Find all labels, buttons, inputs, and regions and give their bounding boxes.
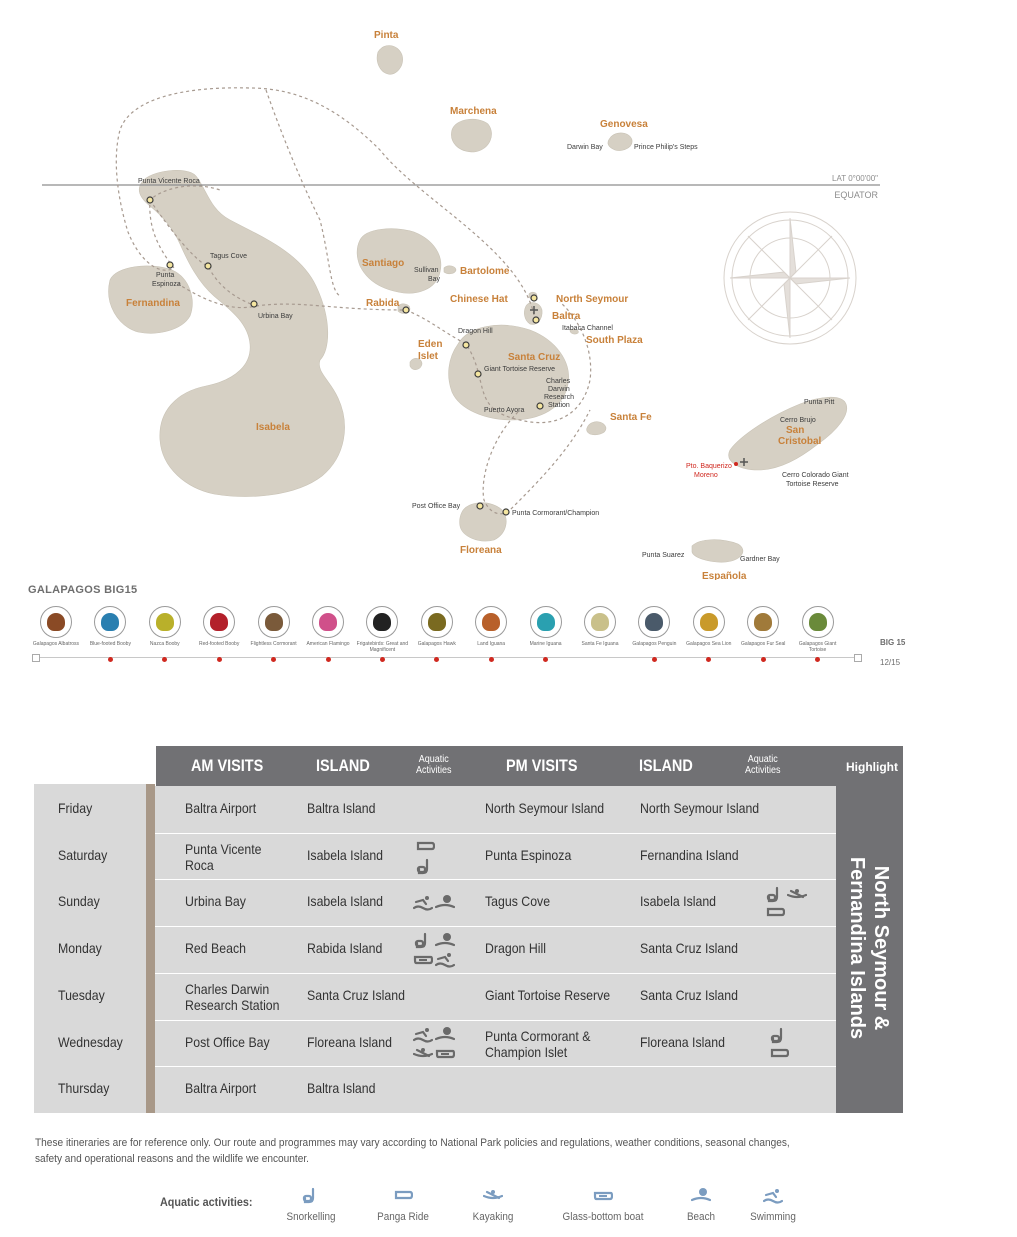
highlight-line-2: Fernandina Islands [846,856,868,1040]
label-pto-baquerizo-2: Moreno [694,472,718,479]
site-marker [147,197,153,203]
label-floreana: Floreana [460,545,502,556]
sighting-dot [326,657,331,662]
day-label: Thursday [58,1080,110,1097]
aquatic-activity [413,1044,433,1067]
label-post-office: Post Office Bay [412,503,461,510]
table-cell: Giant Tortoise Reserve [485,986,611,1003]
label-cdrs-4: Station [548,402,570,409]
sighting-dot [108,657,113,662]
glass-icon [435,1044,455,1062]
equator-label: EQUATOR [834,190,878,200]
legend-icon [266,1186,356,1209]
day-label: Tuesday [58,986,105,1003]
highlight-line-1: North Seymour & [870,865,892,1031]
header-island-pm: ISLAND [639,756,693,775]
table-cell: Dragon Hill [485,940,546,957]
label-darwin-bay: Darwin Bay [567,144,603,151]
table-cell: Baltra Island [307,800,376,816]
aquatic-activity [413,893,433,916]
big15-label: BIG 15 [880,638,906,647]
aquatic-legend-title: Aquatic activities: [160,1195,253,1209]
animal-silhouette-icon [591,613,609,631]
legend-label: Beach [686,1211,716,1223]
sighting-dot [434,657,439,662]
animal-name: Galapagos Giant Tortoise [798,641,837,653]
label-cdrs-3: Research [544,394,574,401]
compass-rose-icon [724,212,856,344]
kayak-icon [413,1044,433,1062]
table-cell: Isabela Island [307,846,384,863]
snorkel-icon [765,885,785,903]
legend-icon [358,1186,448,1209]
header-aquatic-pm-2: Activities [744,765,781,776]
sighting-dot [761,657,766,662]
label-isabela: Isabela [256,422,290,433]
label-urbina-bay: Urbina Bay [258,313,293,320]
snorkel-icon [415,857,435,875]
label-north-seymour: North Seymour [556,294,629,305]
label-dragon-hill: Dragon Hill [458,328,493,335]
site-marker [503,509,509,515]
animal-name: Marine Iguana [529,641,562,647]
header-pm-visits: PM VISITS [506,756,578,775]
legend-item-snorkel [266,1186,356,1223]
beach-icon [435,893,455,911]
animal-silhouette-icon [754,613,772,631]
animal-icon [40,606,72,638]
table-cell: Post Office Bay [185,1033,270,1050]
table-cell: Rabida Island [307,940,383,957]
strip-start-square [32,654,40,662]
label-eden-2: Islet [418,351,439,362]
site-marker [531,295,537,301]
site-marker [251,301,257,307]
aquatic-activity [435,950,455,973]
legend-icon [558,1186,648,1209]
table-cell: Baltra Island [307,1080,376,1097]
snorkel-icon [413,931,433,949]
label-cerro-brujo: Cerro Brujo [780,417,816,424]
panga-icon [765,903,785,921]
animal-10 [574,603,626,653]
label-chinese-hat: Chinese Hat [450,294,508,305]
panga-icon [415,837,435,855]
header-am-visits: AM VISITS [191,756,264,775]
legend-icon [728,1186,818,1209]
table-cell: Punta Espinoza [485,846,572,863]
panga-icon [769,1044,789,1062]
label-punta-espinoza-2: Espinoza [152,281,181,288]
sighting-dot [543,657,548,662]
animal-11 [628,603,680,662]
animal-icon [366,606,398,638]
animal-name: Frigatebirds: Great and Magnificent [356,641,409,653]
table-cell: Charles Darwin Research Station [185,980,280,1013]
animal-14 [792,603,844,662]
pinta-island [377,46,402,75]
label-baltra: Baltra [552,311,581,322]
animal-name: American Flamingo [306,641,350,647]
label-genovesa: Genovesa [600,119,648,130]
espanola-island [692,540,743,562]
animal-silhouette-icon [265,613,283,631]
legend-item-glass [558,1186,648,1223]
animal-icon [312,606,344,638]
animal-silhouette-icon [210,613,228,631]
label-punta-espinoza-1: Punta [156,272,175,279]
header-aquatic-am [416,754,452,776]
row-separator [155,833,836,834]
sighting-dot [380,657,385,662]
label-gardner-bay: Gardner Bay [740,556,780,563]
glass-icon [413,950,433,968]
sighting-dot [815,657,820,662]
big15-count: 12/15 [880,658,901,667]
table-cell: Isabela Island [307,893,384,910]
site-marker [477,503,483,509]
animal-12 [683,603,735,662]
legend-label: Swimming [750,1211,796,1223]
header-aquatic-am-2: Activities [415,765,452,776]
label-santiago: Santiago [362,258,405,269]
animal-2 [139,603,191,662]
header-aquatic-pm [745,754,781,776]
site-marker [533,317,539,323]
label-cerro-colorado-2: Tortoise Reserve [786,481,839,488]
aquatic-activity [435,893,455,916]
animal-silhouette-icon [101,613,119,631]
sighting-dot [706,657,711,662]
day-label: Monday [58,940,102,957]
animal-1 [84,603,136,662]
aquatic-activity [765,903,785,926]
label-puerto-ayora: Puerto Ayora [484,407,525,414]
legend-label: Kayaking [472,1211,514,1223]
header-aquatic-am-1: Aquatic [418,754,449,765]
table-cell: Isabela Island [640,893,717,910]
kayak-icon [483,1186,503,1204]
table-cell: North Seymour Island [640,800,760,816]
snorkel-icon [301,1186,321,1204]
label-giant-tortoise: Giant Tortoise Reserve [484,366,556,373]
legend-label: Snorkelling [286,1211,336,1223]
animal-name: Galapagos Hawk [417,641,456,647]
label-punta-vicente-roca: Punta Vicente Roca [138,178,200,185]
animal-silhouette-icon [537,613,555,631]
table-header [156,746,903,786]
aquatic-activity [415,857,435,880]
beach-icon [435,931,455,949]
animal-name: Santa Fe Iguana [581,641,619,647]
animal-icon [149,606,181,638]
santa-fe-island [587,422,606,435]
animal-name: Galapagos Albatross [32,641,80,647]
snorkel-icon [769,1026,789,1044]
label-eden-1: Eden [418,339,443,350]
table-cell: Fernandina Island [640,846,739,863]
floreana-island [460,503,507,541]
label-santa-fe: Santa Fe [610,412,652,423]
swim-icon [435,950,455,968]
label-punta-suarez: Punta Suarez [642,552,685,559]
animal-silhouette-icon [700,613,718,631]
label-san-cristobal-1: San [786,425,805,436]
animal-silhouette-icon [156,613,174,631]
table-cell: Punta Vicente Roca [185,840,262,873]
row-separator [155,1020,836,1021]
animal-name: Land Iguana [477,641,506,647]
animal-icon [258,606,290,638]
beach-icon [691,1186,711,1204]
animal-silhouette-icon [482,613,500,631]
legend-label: Glass-bottom boat [562,1211,644,1223]
label-south-plaza: South Plaza [586,335,643,346]
glass-icon [593,1186,613,1204]
label-pinta: Pinta [374,30,399,41]
site-marker [167,262,173,268]
animal-name: Flightless Cormorant [250,641,297,647]
table-cell: North Seymour Island [485,800,605,816]
kayak-icon [787,885,807,903]
site-marker [537,403,543,409]
aquatic-activity [769,1044,789,1067]
label-sullivan-2: Bay [428,276,441,283]
swim-icon [763,1186,783,1204]
label-marchena: Marchena [450,106,497,117]
table-cell: Baltra Airport [185,800,257,816]
animal-name: Galapagos Sea Lion [686,641,732,647]
sighting-dot [271,657,276,662]
sighting-dot [652,657,657,662]
header-aquatic-pm-1: Aquatic [747,754,778,765]
header-highlight: Highlight [846,760,898,774]
bartolome-island [444,266,456,274]
table-cell: Santa Cruz Island [307,986,405,1003]
table-cell: Urbina Bay [185,893,246,910]
beach-icon [435,1025,455,1043]
animal-name: Red-footed Booby [199,641,240,647]
animal-silhouette-icon [645,613,663,631]
swim-icon [413,1025,433,1043]
label-santa-cruz: Santa Cruz [508,352,561,363]
label-fernandina: Fernandina [126,298,180,309]
strip-end-square [854,654,862,662]
table-body [155,786,836,1113]
table-cell: Santa Cruz Island [640,940,738,957]
sighting-dot [162,657,167,662]
animal-icon [475,606,507,638]
animal-6 [356,603,408,662]
animal-3 [193,603,245,662]
table-cell: Red Beach [185,940,246,957]
table-cell: Santa Cruz Island [640,986,738,1003]
legend-item-panga [358,1186,448,1223]
panga-icon [393,1186,413,1204]
animal-13 [737,603,789,662]
animal-silhouette-icon [428,613,446,631]
equator-lat: LAT 0°00'00" [832,174,878,183]
animal-name: Galapagos Penguin [632,641,677,647]
label-espanola: Española [702,571,747,580]
animal-icon [421,606,453,638]
label-bartolome: Bartolome [460,266,510,277]
disclaimer: These itineraries are for reference only. Our route and programmes may vary according to National Park policies and regulations, weather conditions, seasonal changes, safety and operational reasons and the wildlife we encounter. [35,1137,790,1165]
animal-silhouette-icon [809,613,827,631]
animal-icon [203,606,235,638]
animal-icon [747,606,779,638]
genovesa-island [608,133,632,151]
animal-7 [411,603,463,662]
animal-silhouette-icon [373,613,391,631]
animal-icon [638,606,670,638]
header-island-am: ISLAND [316,756,370,775]
row-separator [155,1066,836,1067]
big15-strip [32,603,912,675]
aquatic-activity [787,885,807,908]
table-cell: Floreana Island [640,1033,725,1050]
legend-label: Panga Ride [377,1211,429,1223]
label-itabaca: Itabaca Channel [562,325,613,332]
legend-item-kayak [448,1186,538,1223]
marchena-island [451,119,491,152]
animal-icon [693,606,725,638]
table-cell: Tagus Cove [485,893,551,910]
animal-silhouette-icon [319,613,337,631]
table-cell: Floreana Island [307,1033,392,1050]
legend-item-swim [728,1186,818,1223]
day-label: Wednesday [58,1033,123,1050]
highlight-column [836,784,903,1113]
galapagos-map [0,0,1017,580]
label-cerro-colorado-1: Cerro Colorado Giant [782,472,849,479]
animal-name: Nazca Booby [149,641,180,647]
site-marker [475,371,481,377]
itinerary-table [34,746,903,1113]
label-rabida: Rabida [366,298,400,309]
site-marker [403,307,409,313]
label-prince-philips: Prince Philip's Steps [634,144,698,151]
animal-4 [248,603,300,662]
day-label: Sunday [58,893,100,910]
label-cdrs-1: Charles [546,378,571,385]
label-punta-cormorant: Punta Cormorant/Champion [512,510,600,517]
label-punta-pitt: Punta Pitt [804,399,835,406]
label-tagus-cove: Tagus Cove [210,253,247,260]
highlight-text [845,857,893,1039]
animal-icon [94,606,126,638]
label-sullivan-1: Sullivan [414,267,439,274]
big15-title: GALAPAGOS BIG15 [28,584,138,596]
animal-icon [584,606,616,638]
row-separator [155,879,836,880]
animal-icon [802,606,834,638]
day-label: Friday [58,800,93,816]
table-cell: Baltra Airport [185,1080,257,1097]
isabela-island [139,170,344,496]
animal-icon [530,606,562,638]
site-marker [463,342,469,348]
label-pto-baquerizo-1: Pto. Baquerizo [686,463,732,470]
animal-5 [302,603,354,662]
animal-0 [30,603,82,653]
port-marker [734,462,738,466]
row-separator [155,973,836,974]
animal-name: Galapagos Fur Seal [740,641,786,647]
sighting-dot [217,657,222,662]
table-cell: Punta Cormorant & Champion Islet [485,1027,591,1060]
row-separator [155,926,836,927]
site-marker [205,263,211,269]
sighting-dot [489,657,494,662]
animal-name: Blue-footed Booby [89,641,131,647]
animal-8 [465,603,517,662]
animal-9 [520,603,572,662]
aquatic-activity [435,1044,455,1067]
label-cdrs-2: Darwin [548,386,570,393]
aquatic-activity [413,950,433,973]
label-san-cristobal-2: Cristobal [778,436,822,447]
swim-icon [413,893,433,911]
animal-silhouette-icon [47,613,65,631]
day-label: Saturday [58,846,108,863]
column-divider [146,784,155,1113]
legend-icon [448,1186,538,1209]
